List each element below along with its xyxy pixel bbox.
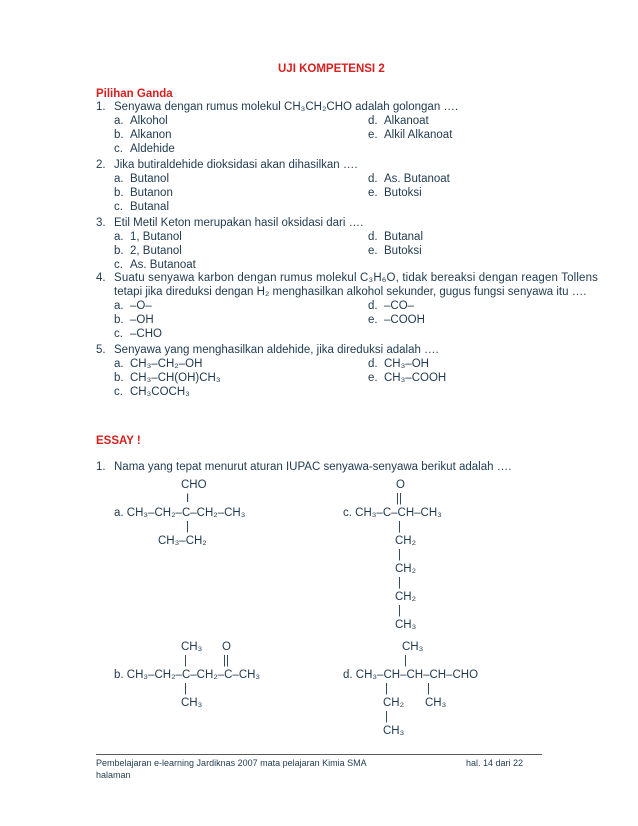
q2-option-e: e. Butoksi	[368, 187, 422, 199]
q4-option-e: e. –COOH	[368, 314, 425, 326]
question-4-line-2: tetapi jika direduksi dengan H₂ menghasilkan alkohol sekunder, gugus fungsi senyawa itu ….	[114, 286, 587, 298]
sd-line-3: d. CH₃–CH–CH–CH–CHO	[343, 669, 479, 681]
q5-option-a: a. CH₃–CH₂–OH	[114, 358, 203, 370]
question-3: 3. Etil Metil Keton merupakan hasil oksidasi dari ….	[96, 217, 364, 229]
sd-line-4a: |	[385, 683, 388, 695]
sb-line-1b: O	[222, 641, 231, 653]
question-2: 2. Jika butiraldehide dioksidasi akan dihasilkan ….	[96, 159, 358, 171]
q1-option-d: d. Alkanoat	[368, 115, 429, 127]
sc-line-8: |	[398, 577, 401, 589]
sb-line-2b: ||	[223, 655, 229, 667]
sa-line-4: |	[186, 521, 189, 533]
footer-page-number: hal. 14 dari 22	[466, 758, 524, 768]
sd-line-7: CH₃	[383, 725, 405, 737]
question-1: 1. Senyawa dengan rumus molekul CH₃CH₂CHO adalah golongan ….	[96, 101, 459, 113]
sc-line-10: |	[398, 605, 401, 617]
page-title: UJI KOMPETENSI 2	[278, 63, 385, 75]
q4-option-c: c. –CHO	[114, 328, 162, 340]
sb-line-3: b. CH₃–CH₂–C–CH₂–C–CH₃	[114, 669, 261, 681]
essay-heading: ESSAY !	[96, 435, 141, 447]
sd-line-1: CH₃	[402, 641, 424, 653]
sd-line-2: |	[404, 655, 407, 667]
sa-line-2: I	[186, 493, 190, 505]
sa-line-3: a. CH₃–CH₂–C–CH₂–CH₃	[114, 507, 246, 519]
q5-option-e: e. CH₃–COOH	[368, 372, 447, 384]
q4-option-d: d. –CO–	[368, 300, 415, 312]
footer-left	[96, 757, 367, 781]
q1-option-a: a. Alkohol	[114, 115, 168, 127]
sc-line-5: CH₂	[395, 535, 417, 547]
q5-option-b: b. CH₃–CH(OH)CH₃	[114, 372, 221, 384]
sb-line-2a: |	[184, 655, 187, 667]
sd-line-5b: CH₃	[425, 697, 447, 709]
q2-option-a: a. Butanol	[114, 173, 170, 185]
sb-line-5: CH₃	[181, 697, 203, 709]
sc-line-11: CH₃	[395, 619, 417, 631]
sc-line-9: CH₂	[395, 591, 417, 603]
sc-line-7: CH₂	[395, 563, 417, 575]
footer-divider	[96, 754, 542, 755]
q5-option-d: d. CH₃–OH	[368, 358, 429, 370]
q2-option-b: b. Butanon	[114, 187, 173, 199]
pilihan-ganda-heading: Pilihan Ganda	[96, 88, 173, 100]
sc-line-6: |	[398, 549, 401, 561]
sc-line-3: c. CH₃–C–CH–CH₃	[343, 507, 442, 519]
question-5: 5. Senyawa yang menghasilkan aldehide, jika direduksi adalah ….	[96, 344, 439, 356]
sc-line-2: ||	[396, 493, 402, 505]
q4-option-a: a. –O–	[114, 300, 152, 312]
question-4: 4. Suatu senyawa karbon dengan rumus molekul C₃H₆O, tidak bereaksi dengan reagen Tollens	[96, 272, 599, 284]
sc-line-1: O	[396, 479, 405, 491]
sa-line-5: CH₃–CH₂	[158, 535, 207, 547]
q3-option-c: c. As. Butanoat	[114, 259, 196, 271]
q2-option-c: c. Butanal	[114, 201, 170, 213]
q3-option-d: d. Butanal	[368, 231, 424, 243]
sa-line-1: CHO	[181, 479, 207, 491]
q1-option-b: b. Alkanon	[114, 129, 172, 141]
sb-line-1a: CH₃	[181, 641, 203, 653]
q1-option-c: c. Aldehide	[114, 143, 175, 155]
q2-option-d: d. As. Butanoat	[368, 173, 450, 185]
q1-option-e: e. Alkil Alkanoat	[368, 129, 453, 141]
q3-option-a: a. 1, Butanol	[114, 231, 182, 243]
q5-option-c: c. CH₃COCH₃	[114, 386, 190, 398]
footer-course: Pembelajaran e-learning Jardiknas 2007 mata pelajaran Kimia SMA	[96, 758, 367, 768]
q3-option-e: e. Butoksi	[368, 245, 422, 257]
sd-line-5a: CH₂	[383, 697, 405, 709]
sd-line-4b: |	[427, 683, 430, 695]
sc-line-4: |	[398, 521, 401, 533]
q3-option-b: b. 2, Butanol	[114, 245, 182, 257]
footer-halaman: halaman	[96, 770, 131, 780]
sb-line-4: |	[184, 683, 187, 695]
q4-option-b: b. –OH	[114, 314, 154, 326]
essay-question-1: 1. Nama yang tepat menurut aturan IUPAC senyawa-senyawa berikut adalah ….	[96, 461, 512, 473]
sd-line-6: |	[385, 711, 388, 723]
